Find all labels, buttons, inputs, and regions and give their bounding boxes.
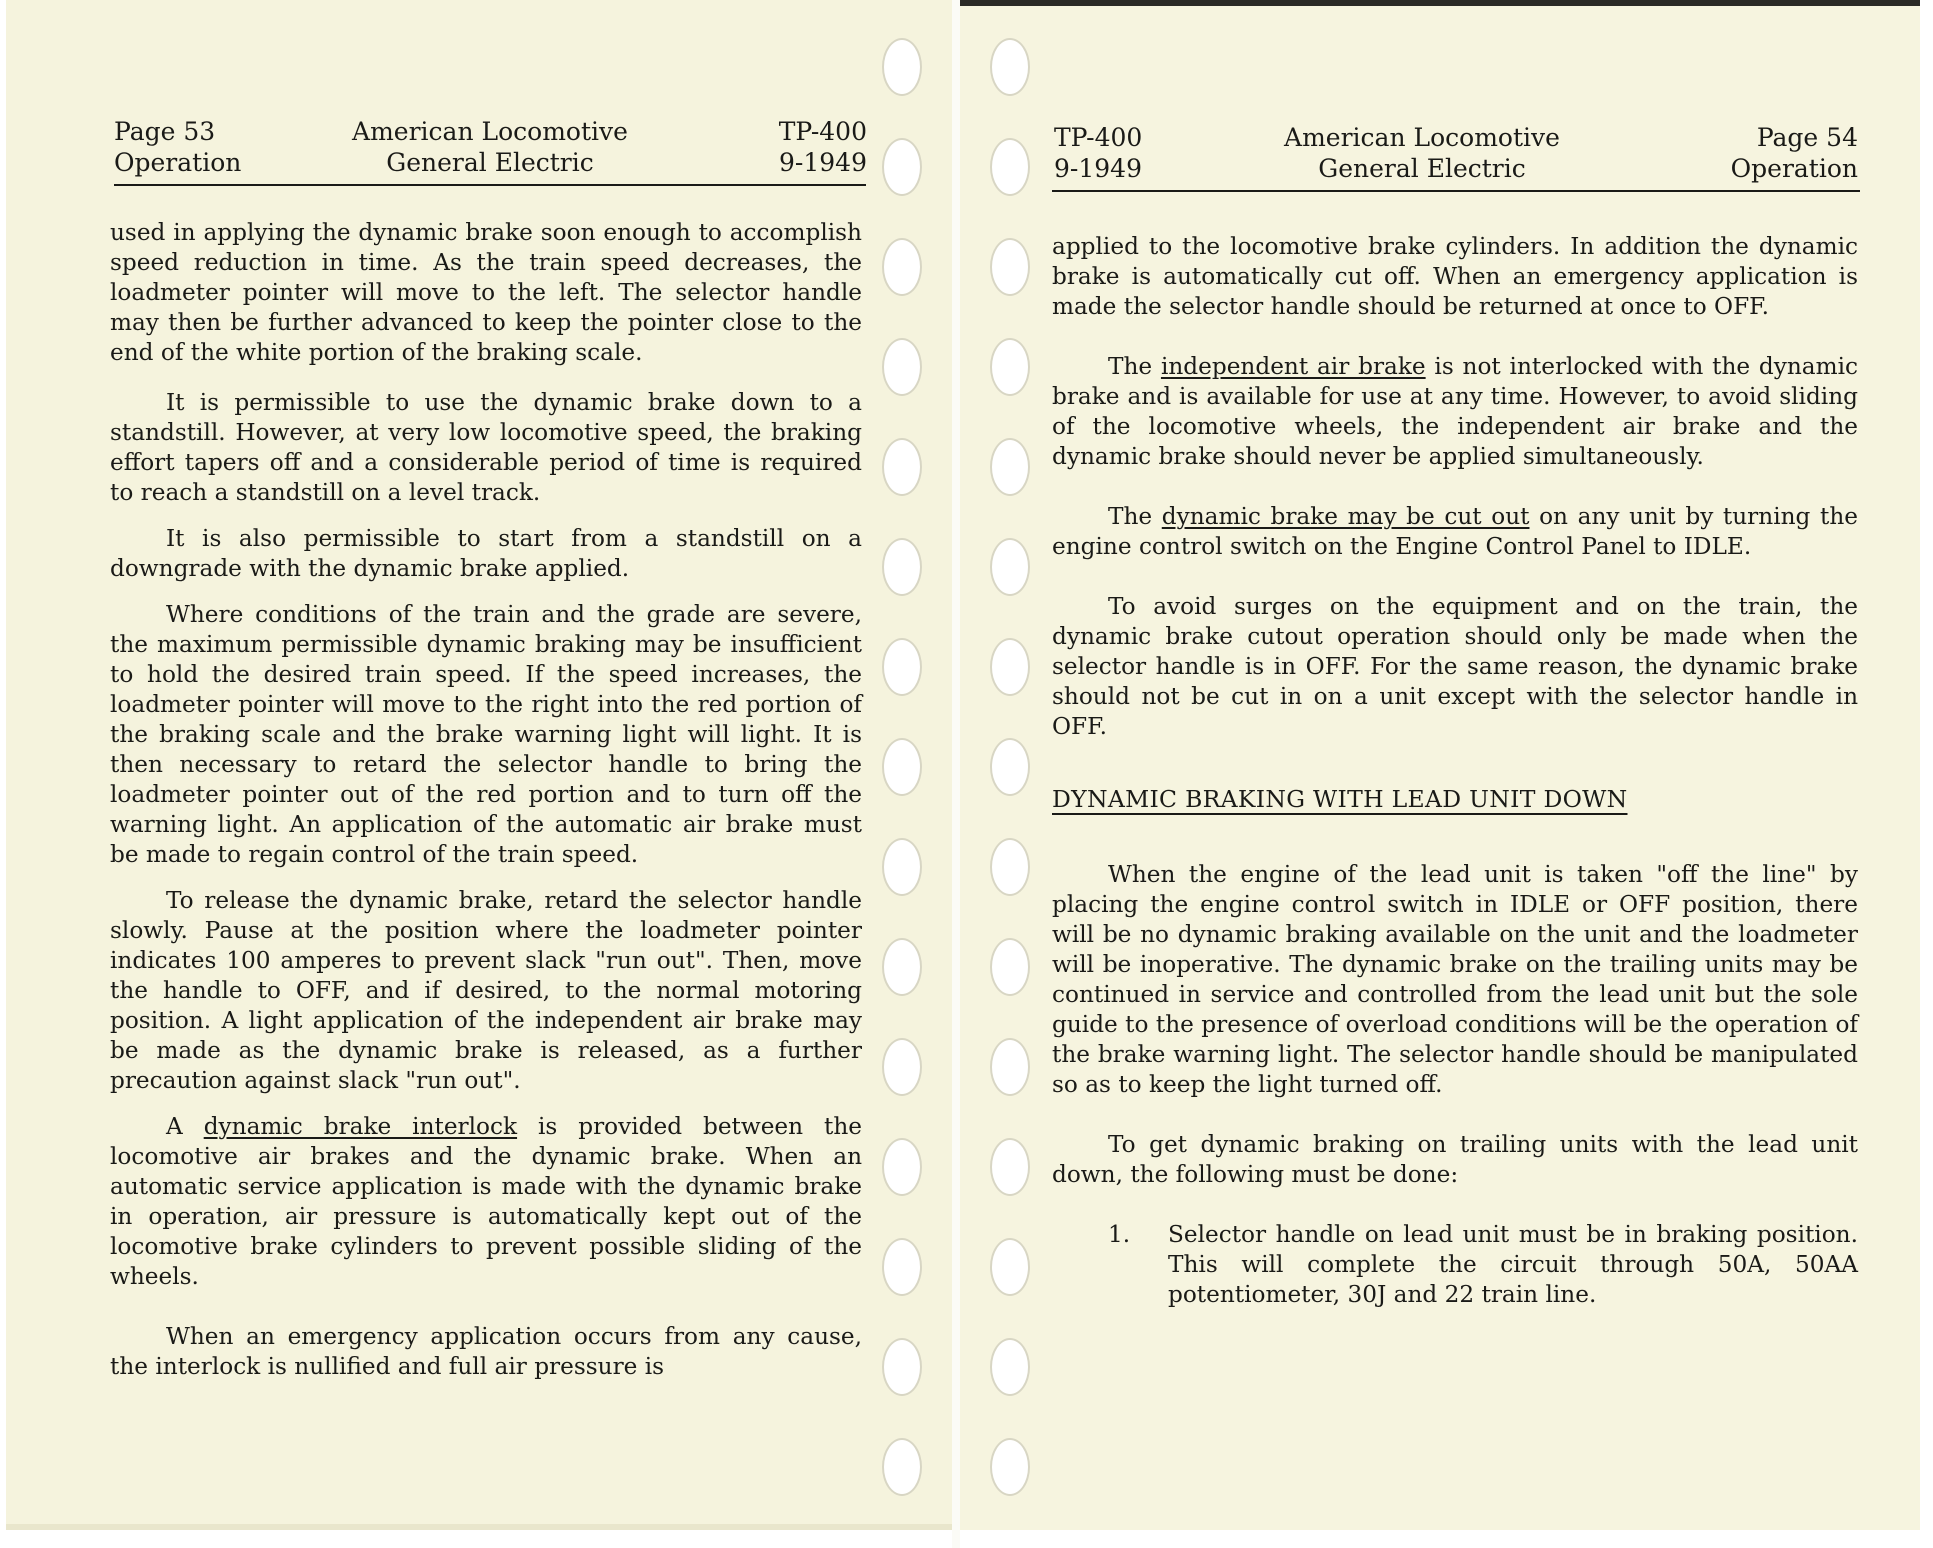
left-interlock-pre: A <box>166 1113 204 1140</box>
binder-hole-icon <box>882 1238 922 1296</box>
left-paragraph-3: It is also permissible to start from a standstill on a downgrade with the dynamic brake applied. <box>110 525 862 582</box>
left-header-page-block <box>114 116 241 178</box>
right-cutout-paragraph <box>1052 502 1858 562</box>
binder-hole-icon <box>882 538 922 596</box>
right-page-section: Operation <box>1730 154 1858 183</box>
binder-hole-icon <box>990 438 1030 496</box>
left-header-company-block <box>340 116 640 178</box>
left-page <box>6 0 952 1530</box>
right-trailing-paragraph: To get dynamic braking on trailing units with the lead unit down, the following must be done: <box>1052 1131 1858 1188</box>
page-gutter <box>952 0 960 1548</box>
left-header-doc-block <box>726 116 867 178</box>
right-independent-post: is not interlocked with the dynamic brake and is available for use at any time. However, to avoid sliding of the locomotive wheels, the independent air brake and the dynamic brake should never be applied simultaneously. <box>1052 353 1858 470</box>
binder-hole-icon <box>990 1138 1030 1196</box>
binder-hole-icon <box>882 338 922 396</box>
left-last-paragraph: When an emergency application occurs from any cause, the interlock is nullified and full air pressure is <box>110 1323 862 1380</box>
list-item <box>1052 1220 1858 1310</box>
binder-hole-icon <box>882 938 922 996</box>
right-lead-paragraph: When the engine of the lead unit is taken "off the line" by placing the engine control switch in IDLE or OFF position, there will be no dynamic braking available on the unit and the loadmeter will be inoperative. The dynamic brake on the trailing units may be continued in service and controlled from the lead unit but the sole guide to the presence of overload conditions will be the operation of the brake warning light. The selector handle should be manipulated so as to keep the light turned off. <box>1052 861 1858 1098</box>
right-header-doc-block <box>1054 122 1142 184</box>
left-paragraph-4: Where conditions of the train and the grade are severe, the maximum permissible dynamic braking may be insufficient to hold the desired train speed. If the speed increases, the loadmeter pointer will move to the right into the red portion of the braking scale and the brake warning light will light. It is then necessary to retard the selector handle to bring the loadmeter pointer out of the red portion and to turn off the warning light. An application of the automatic air brake must be made to regain control of the train speed. <box>110 601 862 868</box>
right-section-heading: DYNAMIC BRAKING WITH LEAD UNIT DOWN <box>1052 785 1628 813</box>
binder-hole-icon <box>990 338 1030 396</box>
right-independent-term: independent air brake <box>1160 353 1426 380</box>
binder-hole-icon <box>882 138 922 196</box>
left-page-number: Page 53 <box>114 117 216 146</box>
binder-hole-icon <box>990 38 1030 96</box>
binder-hole-icon <box>882 838 922 896</box>
binder-hole-icon <box>990 638 1030 696</box>
right-header-page-block <box>1700 122 1858 184</box>
binder-hole-icon <box>882 438 922 496</box>
right-page-number: Page 54 <box>1756 123 1858 152</box>
binder-hole-icon <box>882 238 922 296</box>
right-page <box>960 0 1920 1530</box>
binder-hole-icon <box>990 1438 1030 1496</box>
left-interlock-paragraph <box>110 1112 862 1292</box>
list-item-text: Selector handle on lead unit must be in braking position. This will complete the circuit through 50A, 50AA potentiometer, 30J and 22 train line. <box>1168 1221 1858 1308</box>
right-doc-date: 9-1949 <box>1054 154 1142 183</box>
binder-hole-icon <box>990 1238 1030 1296</box>
binder-hole-icon <box>990 938 1030 996</box>
right-header-rule <box>1052 190 1860 192</box>
list-item-number: 1. <box>1108 1221 1131 1248</box>
left-paragraph-5: To release the dynamic brake, retard the selector handle slowly. Pause at the position where the loadmeter pointer indicates 100 amperes to prevent slack "run out". Then, move the handle to OFF, and if desired, to the normal motoring position. A light application of the independent air brake may be made as the dynamic brake is released, as a further precaution against slack "run out". <box>110 887 862 1094</box>
left-interlock-term: dynamic brake interlock <box>203 1113 518 1140</box>
right-page-body <box>1052 232 1858 1310</box>
left-page-section: Operation <box>114 148 242 177</box>
left-company-line1: American Locomotive <box>352 117 628 146</box>
right-company-line2: General Electric <box>1318 154 1526 183</box>
binder-hole-icon <box>990 538 1030 596</box>
left-doc-date: 9-1949 <box>779 148 867 177</box>
binder-hole-icon <box>882 38 922 96</box>
right-first-paragraph: applied to the locomotive brake cylinders. In addition the dynamic brake is automatically cut off. When an emergency application is made the selector handle should be returned at once to OFF. <box>1052 233 1858 320</box>
binder-hole-icon <box>990 138 1030 196</box>
right-independent-pre: The <box>1108 353 1161 380</box>
left-header-rule <box>114 184 866 186</box>
binder-hole-icon <box>882 738 922 796</box>
binder-hole-icon <box>990 738 1030 796</box>
right-cutout-pre: The <box>1108 503 1162 530</box>
binder-hole-icon <box>990 1038 1030 1096</box>
binder-hole-icon <box>882 1438 922 1496</box>
left-page-body <box>110 218 862 1382</box>
left-paragraph-1: used in applying the dynamic brake soon enough to accomplish speed reduction in time. As the train speed decreases, the loadmeter pointer will move to the left. The selector handle may then be further advanced to keep the pointer close to the end of the white portion of the braking scale. <box>110 219 862 366</box>
binder-hole-icon <box>990 1338 1030 1396</box>
binder-hole-icon <box>990 838 1030 896</box>
left-interlock-post: is provided between the locomotive air brakes and the dynamic brake. When an automatic service application is made with the dynamic brake in operation, air pressure is automatically kept out of the locomotive brake cylinders to prevent possible sliding of the wheels. <box>110 1113 862 1290</box>
binder-hole-icon <box>882 1138 922 1196</box>
binder-hole-icon <box>882 1038 922 1096</box>
right-cutout-post: on any unit by turning the engine control switch on the Engine Control Panel to IDLE. <box>1052 503 1858 560</box>
right-surges-paragraph: To avoid surges on the equipment and on the train, the dynamic brake cutout operation should only be made when the selector handle is in OFF. For the same reason, the dynamic brake should not be cut in on a unit except with the selector handle in OFF. <box>1052 593 1858 740</box>
right-doc-number: TP-400 <box>1054 123 1143 152</box>
right-cutout-term: dynamic brake may be cut out <box>1161 503 1530 530</box>
left-company-line2: General Electric <box>386 148 594 177</box>
binder-hole-icon <box>882 638 922 696</box>
binder-hole-icon <box>990 238 1030 296</box>
left-paragraph-2: It is permissible to use the dynamic brake down to a standstill. However, at very low locomotive speed, the braking effort tapers off and a considerable period of time is required to reach a standstill on a level track. <box>110 389 862 506</box>
left-doc-number: TP-400 <box>778 117 867 146</box>
right-independent-paragraph <box>1052 352 1858 472</box>
binder-hole-icon <box>882 1338 922 1396</box>
right-header-company-block <box>1272 122 1572 184</box>
right-company-line1: American Locomotive <box>1284 123 1560 152</box>
